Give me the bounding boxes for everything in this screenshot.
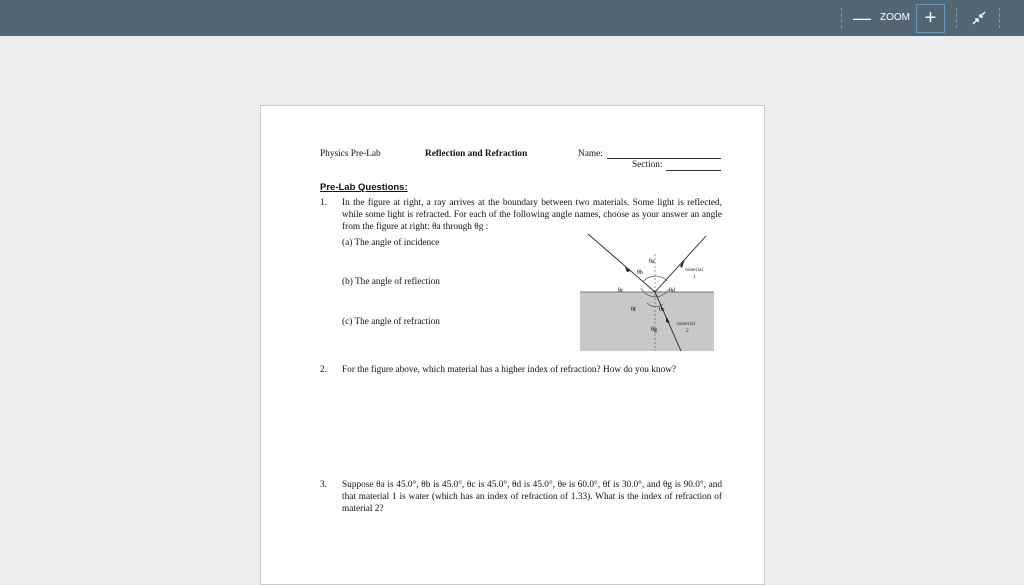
- material-2-number: 2: [686, 328, 689, 334]
- question-3-text: Suppose θa is 45.0°, θb is 45.0°, θc is 45.0°, θd is 45.0°, θe is 60.0°, θf is 30.0°, and θg is 90.0°, and that material 1 is water (which has an index of refraction of 1.33). What is the index of refraction of material 2?: [342, 480, 722, 514]
- question-1c: (c) The angle of refraction: [342, 317, 440, 327]
- question-1a: (a) The angle of incidence: [342, 238, 440, 248]
- toolbar-divider: [999, 8, 1000, 28]
- theta-a-label: θa: [649, 259, 655, 265]
- refraction-figure: [571, 224, 721, 354]
- section-blank: [666, 170, 721, 171]
- collapse-arrows-icon[interactable]: [969, 8, 989, 28]
- question-number: 2.: [320, 365, 327, 375]
- theta-b-label: θb: [637, 270, 643, 276]
- name-label: Name:: [578, 149, 603, 159]
- name-blank: [607, 158, 721, 159]
- reflected-ray: [655, 236, 706, 292]
- theta-e-label: θe: [659, 307, 665, 313]
- viewer-toolbar: [0, 0, 1024, 36]
- zoom-out-button[interactable]: —: [853, 8, 871, 28]
- theta-d-label: θd: [669, 288, 675, 294]
- material-1-label: material: [685, 267, 704, 273]
- document-title: Reflection and Refraction: [425, 149, 528, 159]
- material-2-label: material: [677, 321, 696, 327]
- zoom-label: ZOOM: [880, 12, 910, 23]
- zoom-in-button[interactable]: +: [916, 4, 945, 33]
- question-1-text: In the figure at right, a ray arrives at the boundary between two materials. Some light is reflected, while some light is refracted. For each of the following angle names, choose as your answer an angle from the figure at right: θa through θg :: [342, 198, 722, 232]
- theta-c-label: θc: [618, 288, 624, 294]
- question-number: 3.: [320, 480, 327, 490]
- incident-ray: [588, 234, 655, 292]
- material-1-number: 1: [693, 274, 696, 280]
- section-label: Section:: [632, 160, 663, 170]
- document-page: [260, 105, 765, 585]
- question-1b: (b) The angle of reflection: [342, 277, 440, 287]
- theta-f-label: θf: [631, 307, 636, 313]
- question-2-text: For the figure above, which material has a higher index of refraction? How do you know?: [342, 365, 677, 375]
- section-heading: Pre-Lab Questions:: [320, 182, 408, 193]
- theta-g-label: θg: [651, 327, 657, 333]
- toolbar-divider: [956, 8, 957, 28]
- toolbar-divider: [841, 8, 842, 28]
- question-number: 1.: [320, 198, 327, 208]
- course-name: Physics Pre-Lab: [320, 149, 381, 159]
